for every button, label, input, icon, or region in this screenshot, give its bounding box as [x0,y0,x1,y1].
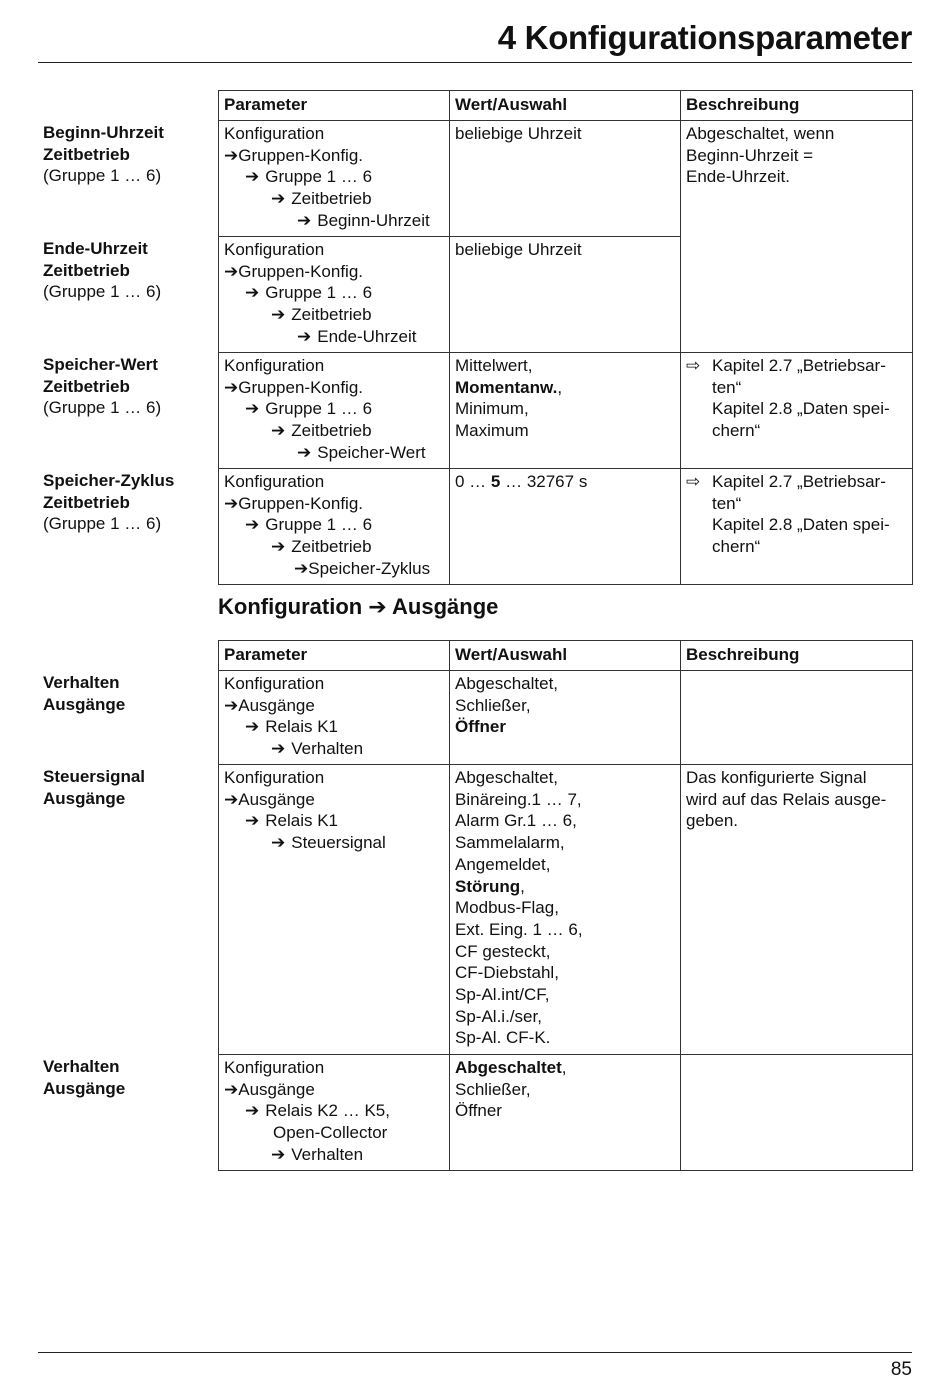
arrow-icon: ➔ [245,717,260,737]
arrow-icon: ➔ [224,1079,239,1099]
parameter-path: Konfiguration ➔Gruppen-Konfig. ➔ Gruppe 1 … 6 ➔ Zeitbetrieb ➔ Speicher-Wert [219,353,450,469]
default-value: 5 [490,472,501,491]
table-header-row [219,91,913,121]
arrow-icon: ➔ [297,442,312,462]
arrow-icon: ➔ [271,833,286,853]
default-value: Momentanw. [455,377,558,397]
parameter-path: Konfiguration ➔Ausgänge ➔ Relais K1 ➔ Steuersignal [219,765,450,1055]
value-cell: Abgeschaltet, Binäreing.1 … 7, Alarm Gr.1 … 6, Sammelalarm, Angemeldet, Störung, Modbus-Flag, Ext. Eing. 1 … 6, CF gesteckt, CF-Diebstahl, Sp-Al.int/CF, Sp-Al.i./ser, Sp-Al. CF-K. [450,765,681,1055]
value-cell: 0 … 5 … 32767 s [450,469,681,585]
parameter-path: Konfiguration ➔Ausgänge ➔ Relais K1 ➔ Verhalten [219,671,450,765]
table-row [219,353,913,469]
arrow-icon: ➔ [271,305,286,325]
arrow-icon: ➔ [224,261,239,281]
description-cell [681,353,913,469]
chapter-reference: ⇨ Kapitel 2.7 „Betriebsar- ten“ Kapitel 2.8 „Daten spei- chern“ [686,472,890,557]
header-rule [38,62,912,63]
column-header-wert: Wert/Auswahl [450,641,681,671]
chapter-reference: ⇨ Kapitel 2.7 „Betriebsar- ten“ Kapitel 2.8 „Daten spei- chern“ [686,356,890,441]
reference-arrow-icon: ⇨ [686,472,701,491]
column-header-wert: Wert/Auswahl [450,91,681,121]
section-title: Konfiguration ➔ Ausgänge [218,594,499,619]
description-cell [681,469,913,585]
table-header-row [219,641,913,671]
parameter-label: Beginn-Uhrzeit Zeitbetrieb (Gruppe 1 … 6) [43,123,164,186]
arrow-icon: ➔ [224,789,239,809]
default-value: Öffner [455,717,506,737]
parameter-label: Speicher-Wert Zeitbetrieb (Gruppe 1 … 6) [43,355,162,418]
chapter-title: 4 Konfigurationsparameter [497,19,912,56]
arrow-icon: ➔ [224,695,239,715]
parameter-label: Ende-Uhrzeit Zeitbetrieb (Gruppe 1 … 6) [43,239,162,302]
arrow-icon: ➔ [271,189,286,209]
table-row [219,121,913,237]
column-header-beschreibung: Beschreibung [681,641,913,671]
arrow-icon: ➔ [271,739,286,759]
column-header-parameter: Parameter [219,641,450,671]
default-value: Störung [455,876,521,896]
parameter-label: Speicher-Zyklus Zeitbetrieb (Gruppe 1 … 6) [43,471,175,534]
value-cell: beliebige Uhrzeit [450,237,681,353]
arrow-icon: ➔ [245,515,260,535]
footer-rule [38,1352,912,1353]
value-cell: beliebige Uhrzeit [450,121,681,237]
parameter-path: Konfiguration ➔Gruppen-Konfig. ➔ Gruppe 1 … 6 ➔ Zeitbetrieb ➔ Ende-Uhrzeit [219,237,450,353]
arrow-icon: ➔ [245,811,260,831]
parameter-label: Verhalten Ausgänge [43,673,126,714]
description-cell: Abgeschaltet, wenn Beginn-Uhrzeit = Ende-Uhrzeit. [681,121,913,353]
parameter-label: Verhalten Ausgänge [43,1057,126,1098]
column-header-parameter: Parameter [219,91,450,121]
parameter-path: Konfiguration ➔Gruppen-Konfig. ➔ Gruppe 1 … 6 ➔ Zeitbetrieb ➔Speicher-Zyklus [219,469,450,585]
zeitbetrieb-table [218,90,913,585]
arrow-icon: ➔ [297,210,312,230]
parameter-label: Steuersignal Ausgänge [43,767,146,808]
arrow-icon: ➔ [245,399,260,419]
arrow-icon: ➔ [224,145,239,165]
column-header-beschreibung: Beschreibung [681,91,913,121]
parameter-path: Konfiguration ➔Gruppen-Konfig. ➔ Gruppe 1 … 6 ➔ Zeitbetrieb ➔ Beginn-Uhrzeit [219,121,450,237]
value-cell: Mittelwert, Momentanw., Minimum, Maximum [450,353,681,469]
value-cell: Abgeschaltet, Schließer, Öffner [450,671,681,765]
description-cell [681,1055,913,1171]
description-cell [681,671,913,765]
arrow-icon: ➔ [245,167,260,187]
default-value: Abgeschaltet [455,1058,562,1077]
arrow-icon: ➔ [224,493,239,513]
parameter-path: Konfiguration ➔Ausgänge ➔ Relais K2 … K5, Open-Collector ➔ Verhalten [219,1055,450,1171]
table-row [219,1055,913,1171]
value-cell: Abgeschaltet, Schließer, Öffner [450,1055,681,1171]
arrow-icon: ➔ [271,1144,286,1164]
reference-arrow-icon: ⇨ [686,356,701,375]
table-row [219,671,913,765]
arrow-icon: ➔ [245,1101,260,1121]
arrow-icon: ➔ [224,377,239,397]
ausgaenge-table [218,640,913,1171]
arrow-icon: ➔ [294,558,309,578]
table-row [219,469,913,585]
page-number: 85 [890,1359,912,1380]
arrow-icon: ➔ [271,537,286,557]
table-row [219,765,913,1055]
arrow-icon: ➔ [245,283,260,303]
arrow-icon: ➔ [297,326,312,346]
arrow-icon: ➔ [271,421,286,441]
description-cell: Das konfigurierte Signal wird auf das Relais ausge- geben. [681,765,913,1055]
